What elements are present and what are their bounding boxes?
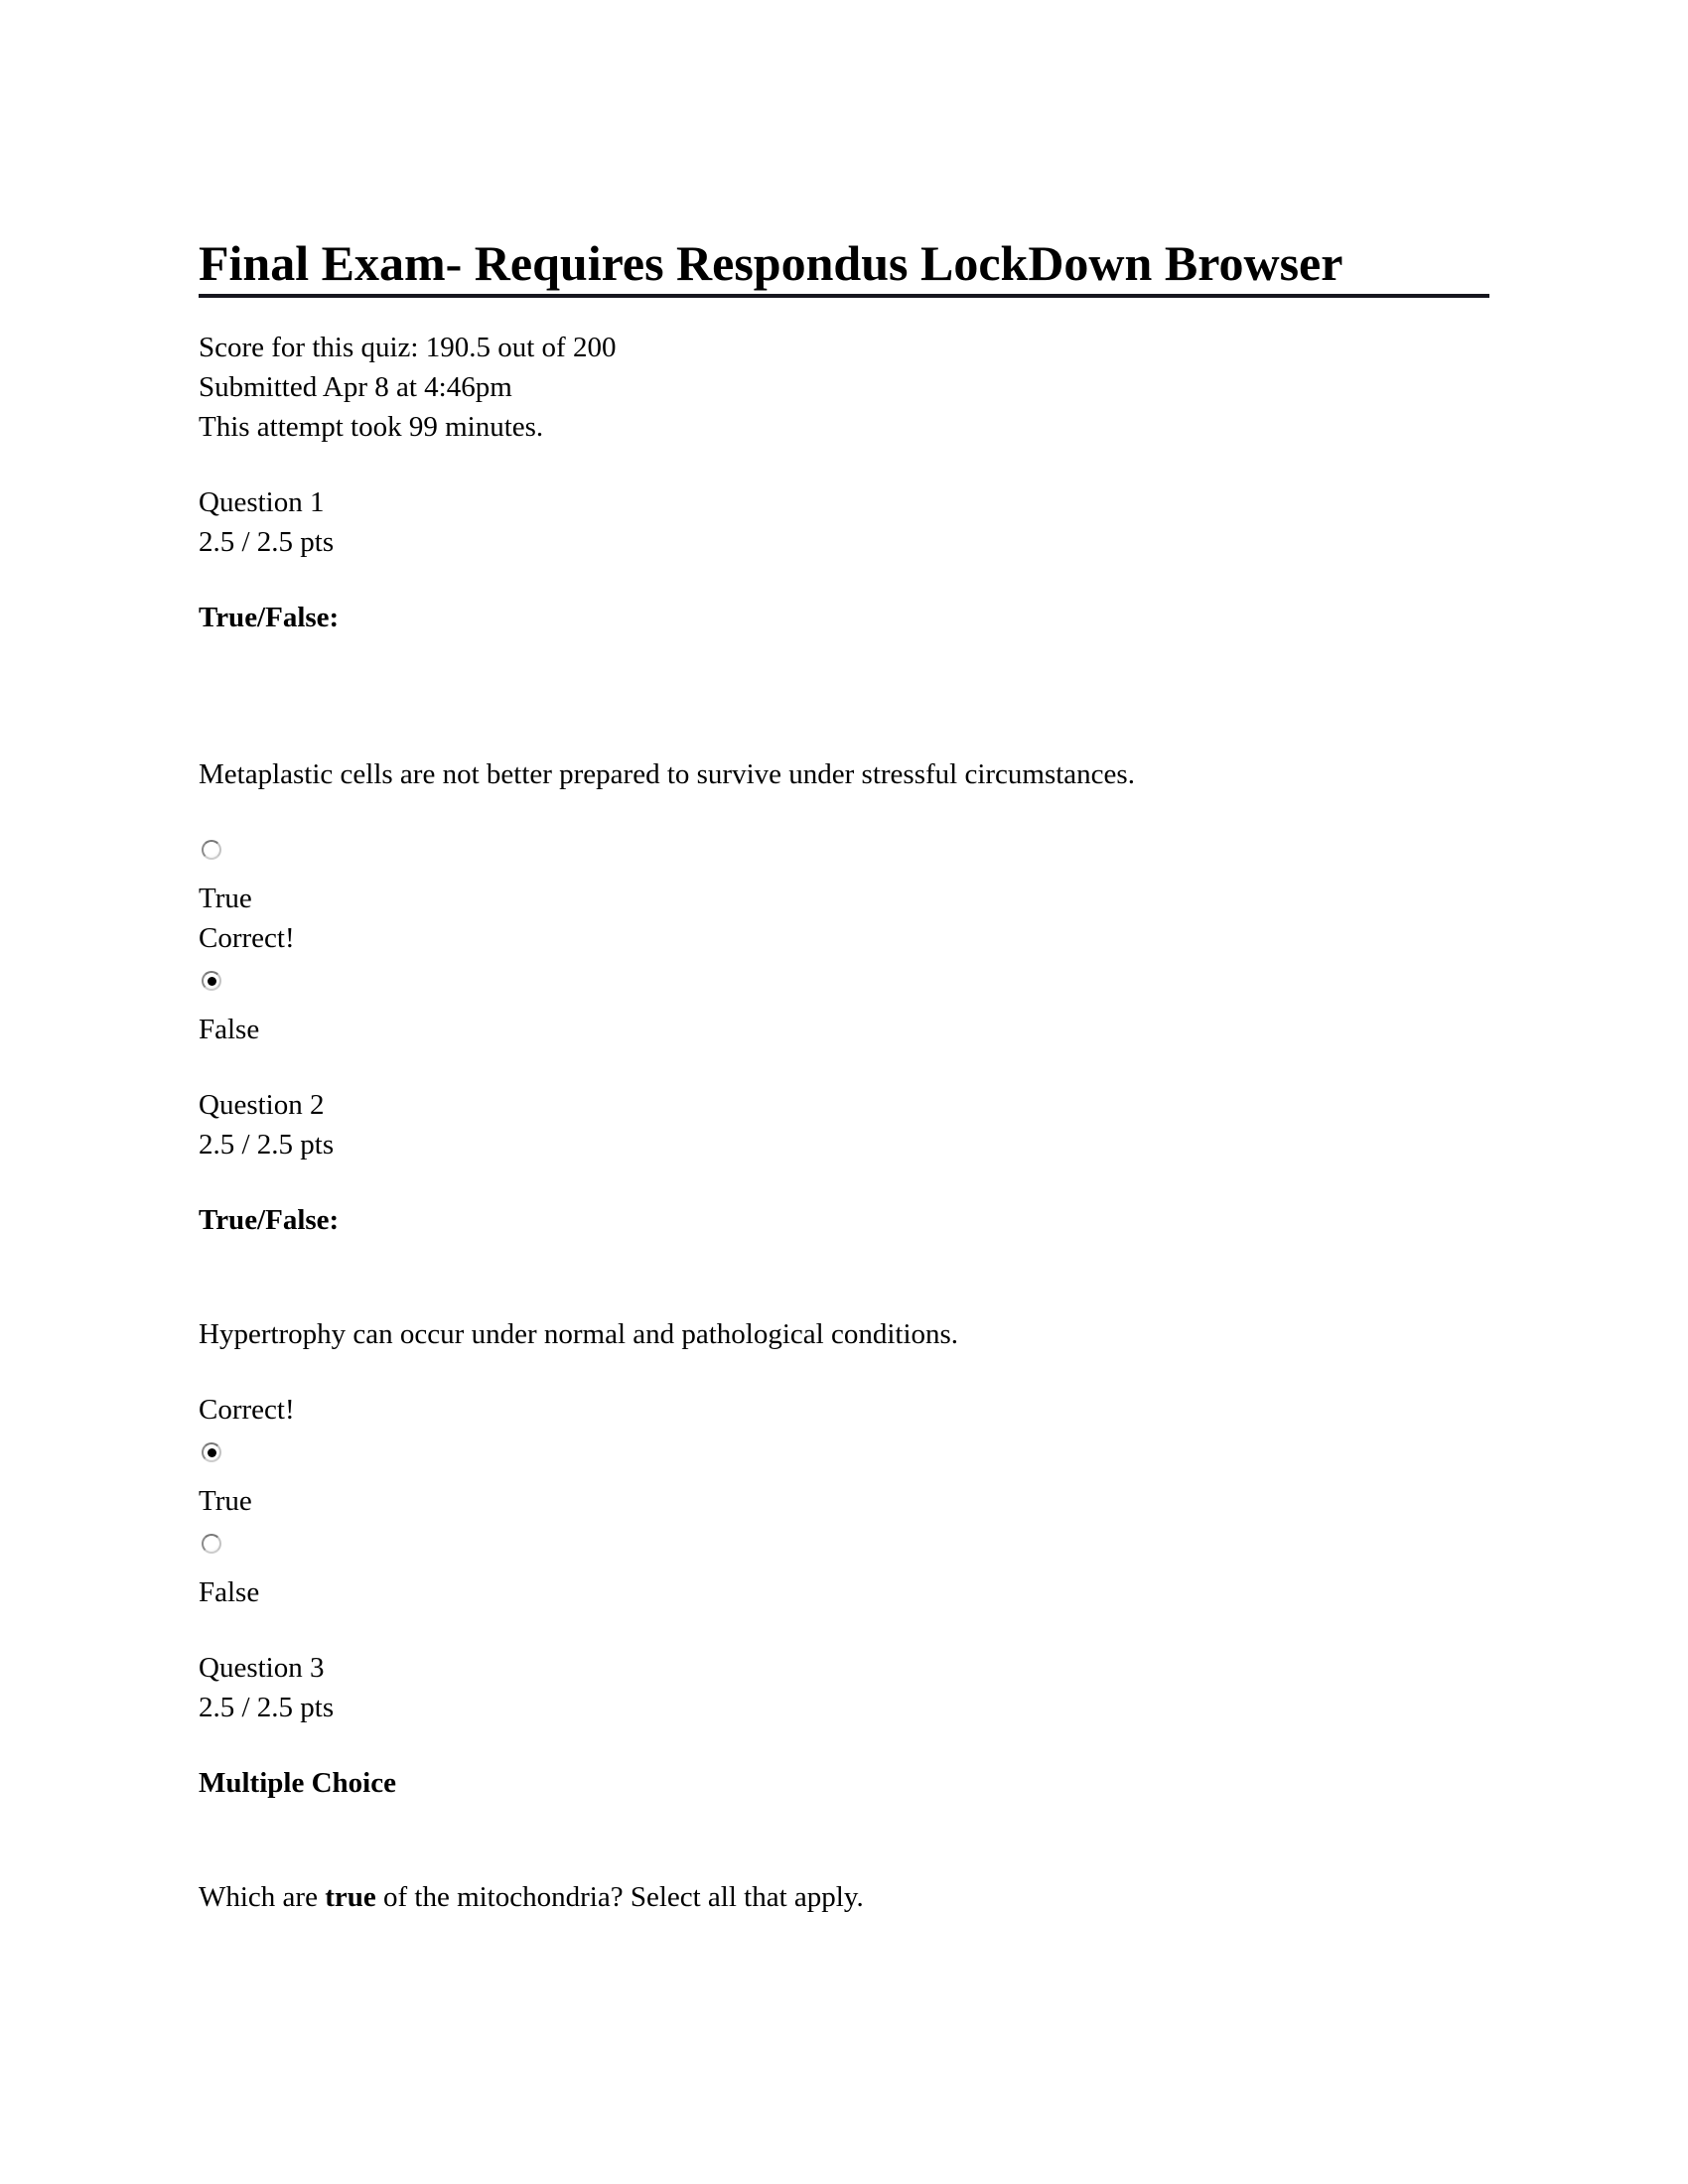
q1-correct-badge: Correct! — [199, 922, 295, 954]
attempt-line: This attempt took 99 minutes. — [199, 411, 544, 443]
q2-correct-badge: Correct! — [199, 1394, 295, 1426]
question-2-type-label: True/False: — [199, 1204, 340, 1236]
score-line: Score for this quiz: 190.5 out of 200 — [199, 332, 617, 363]
question-1-type-label: True/False: — [199, 602, 340, 633]
question-2-header — [199, 1085, 1489, 1164]
q2-false-radio-row — [202, 1524, 1489, 1564]
q2-radio-false[interactable] — [202, 1534, 221, 1554]
q2-label-true[interactable]: True — [199, 1485, 252, 1517]
question-3-text — [199, 1877, 1489, 1917]
q1-radio-true[interactable] — [202, 840, 221, 860]
question-3-points: 2.5 / 2.5 pts — [199, 1692, 335, 1723]
question-2-number: Question 2 — [199, 1089, 325, 1121]
question-3-header — [199, 1648, 1489, 1727]
question-3-type-label: Multiple Choice — [199, 1767, 396, 1799]
question-3-text-start: Which are — [199, 1881, 326, 1913]
question-3-number: Question 3 — [199, 1652, 325, 1684]
question-3-text-end: of the mitochondria? Select all that apply. — [375, 1881, 864, 1913]
submitted-line: Submitted Apr 8 at 4:46pm — [199, 371, 512, 403]
quiz-summary — [199, 328, 1489, 447]
question-1-text: Metaplastic cells are not better prepared to survive under stressful circumstances. — [199, 758, 1135, 790]
q2-radio-true-selected[interactable] — [202, 1442, 221, 1462]
q1-false-radio-row — [202, 961, 1489, 1001]
question-1-number: Question 1 — [199, 486, 325, 518]
question-1-header — [199, 482, 1489, 562]
question-2-points: 2.5 / 2.5 pts — [199, 1129, 335, 1160]
question-3-text-emphasis: true — [325, 1881, 376, 1913]
page-title: Final Exam- Requires Respondus LockDown Browser — [199, 238, 1489, 298]
question-1-points: 2.5 / 2.5 pts — [199, 526, 335, 558]
q1-label-false[interactable]: False — [199, 1014, 260, 1045]
q1-true-radio-row — [202, 830, 1489, 870]
q1-label-true[interactable]: True — [199, 883, 252, 914]
q2-label-false[interactable]: False — [199, 1576, 260, 1608]
q2-true-radio-row — [202, 1433, 1489, 1472]
q1-radio-false-selected[interactable] — [202, 971, 221, 991]
question-2-text: Hypertrophy can occur under normal and pathological conditions. — [199, 1318, 959, 1350]
